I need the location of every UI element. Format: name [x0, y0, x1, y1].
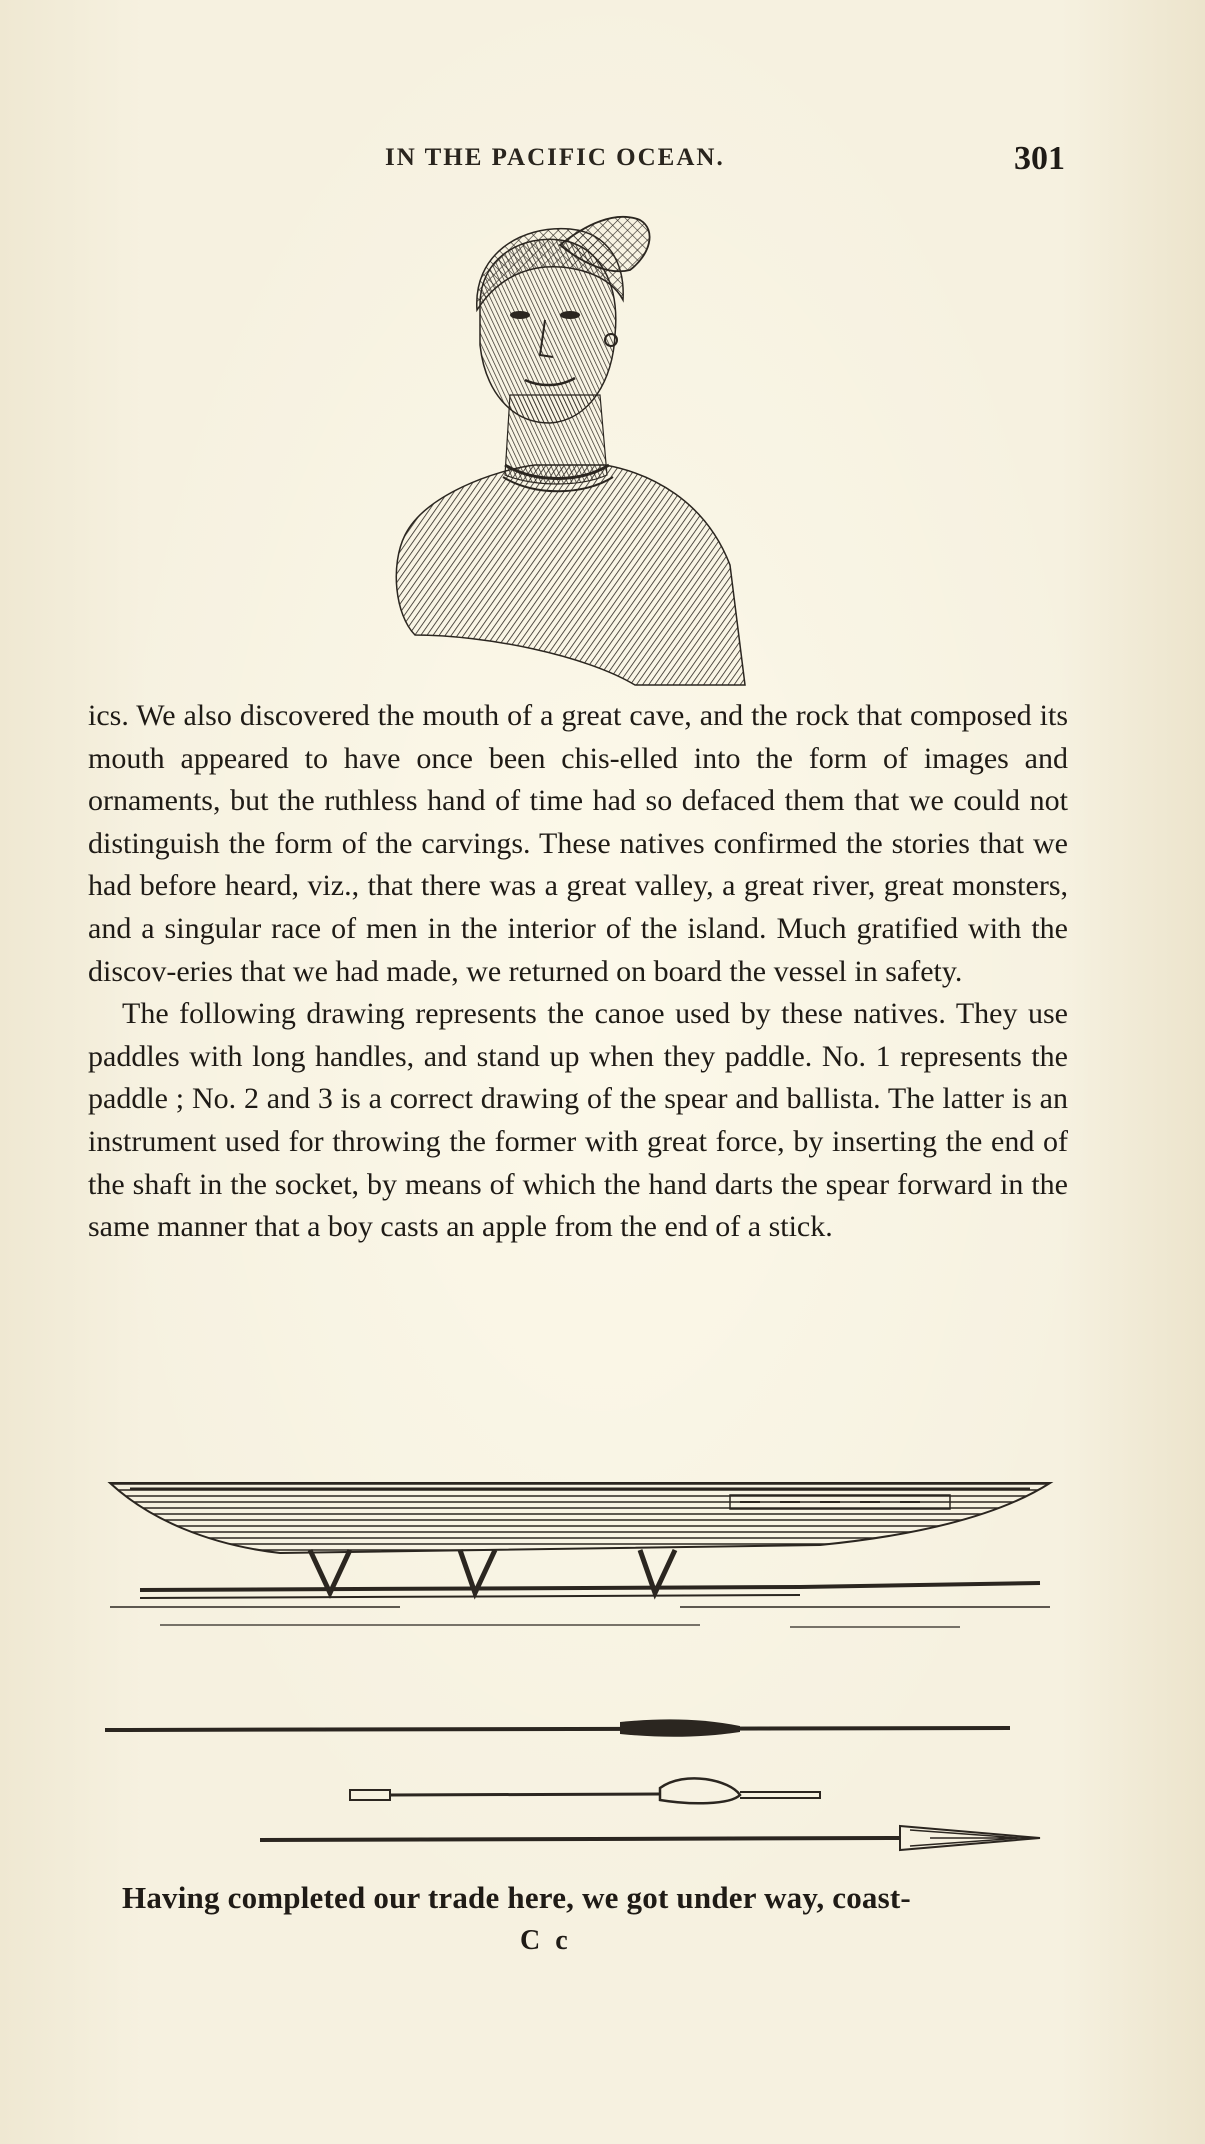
ballista-drawing: [350, 1778, 820, 1803]
paragraph-canoe: The following drawing represents the canoe used by these natives. They use paddles with long handles, and stand up when they paddle. No. 1 represents the paddle ; No. 2 and 3 is a correct drawing of the spear and ballista. The latter is an instrument used for throwing the former with great force, by inserting the end of the shaft in the socket, by means of which the hand darts the spear forward in the same manner that a boy casts an apple from the end of a stick.: [88, 997, 1068, 1244]
canoe-outrigger: [140, 1583, 1040, 1590]
running-head: [90, 140, 1065, 180]
weapons-illustration: [100, 1700, 1060, 1860]
closing-line: Having completed our trade here, we got under way, coast-: [122, 1880, 911, 1915]
signature-mark: C c: [520, 1925, 572, 1956]
portrait-torso: [396, 465, 745, 685]
body-text: [88, 695, 1068, 1249]
page-number: 301: [1014, 140, 1065, 177]
native-portrait-illustration: [385, 215, 765, 690]
paddle-drawing: [105, 1719, 1010, 1736]
spear-drawing: [260, 1826, 1040, 1850]
paragraph-cave: ics. We also discovered the mouth of a great cave, and the rock that composed its mouth appeared to have once been chis-elled into the form of images and ornaments, but the ruthless hand of time had so defaced them that we could not distinguish the form of the carvings. These natives confirmed the stories that we had before heard, viz., that there was a great valley, a great river, great monsters, and a singular race of men in the interior of the island. Much gratified with the discov-eries that we had made, we returned on board the vessel in safety.: [88, 699, 1068, 988]
canoe-illustration: [100, 1475, 1060, 1645]
running-title: IN THE PACIFIC OCEAN.: [385, 144, 725, 171]
canoe-hull: [110, 1483, 1050, 1553]
